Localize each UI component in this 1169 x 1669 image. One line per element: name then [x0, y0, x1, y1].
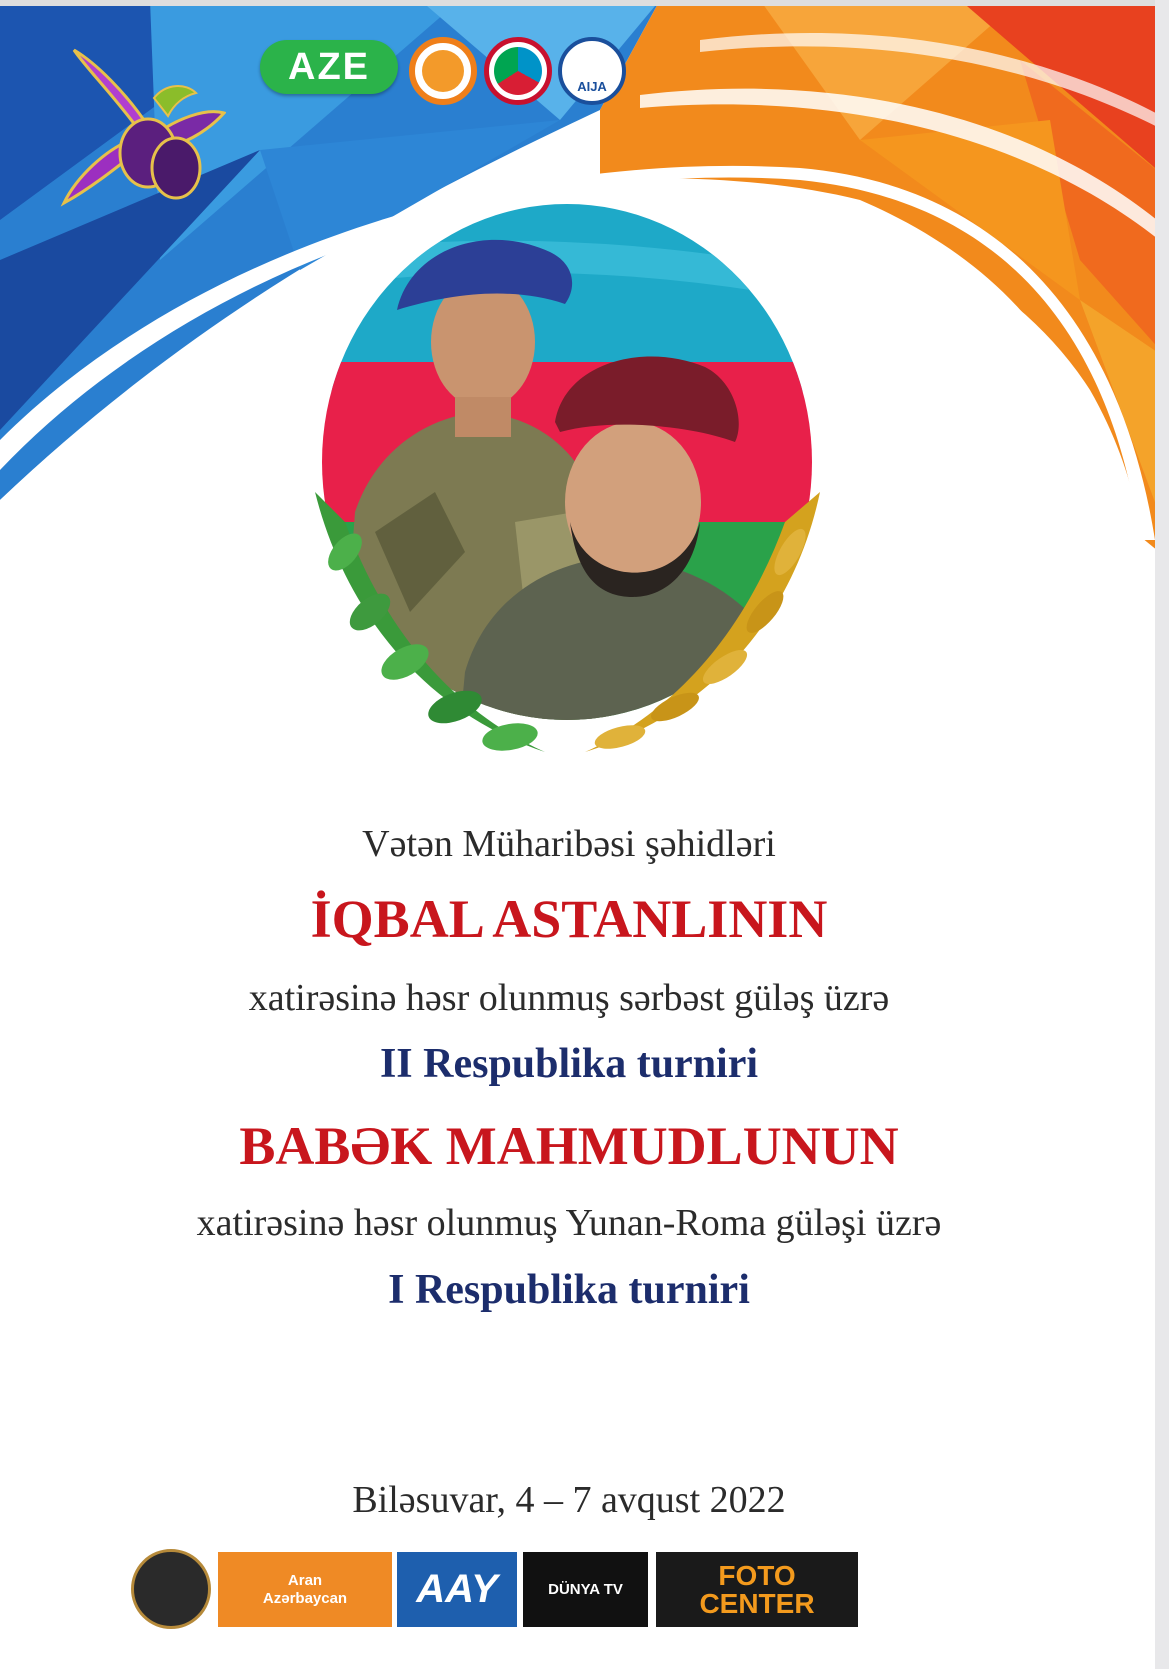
dedication-text-2: xatirəsinə həsr olunmuş Yunan-Roma güləşi üzrə — [196, 1202, 942, 1244]
center-label: CENTER — [699, 1587, 815, 1619]
tournament-title-2: I Respublika turniri — [388, 1267, 750, 1313]
sponsor-logo-emblem — [131, 1549, 211, 1629]
portrait-two-soldiers-icon — [315, 192, 820, 778]
aija-label: AIJA — [577, 78, 607, 94]
foto-center-logo — [656, 1552, 858, 1627]
dunya-tv-logo: DÜNYA TV — [523, 1552, 648, 1627]
agf-emblem — [484, 37, 552, 105]
honoree-name-1: İQBAL ASTANLININ — [310, 889, 828, 949]
wrestling-federation-emblem — [409, 37, 477, 105]
tournament-title-1: II Respublika turniri — [379, 1041, 759, 1087]
right-border — [1155, 0, 1169, 1669]
dedication-text-1: xatirəsinə həsr olunmuş sərbəst güləş üzrə — [248, 977, 890, 1019]
aze-badge: AZE — [260, 40, 398, 94]
location-date: Biləsuvar, 4 – 7 avqust 2022 — [352, 1479, 786, 1521]
azerbaycan-label: Azərbaycan — [262, 1589, 348, 1607]
intro-text: Vətən Müharibəsi şəhidləri — [362, 823, 776, 865]
flag-icon — [494, 47, 542, 95]
aran-azerbaycan-logo — [218, 1552, 392, 1627]
kharibulbul-flower-icon — [56, 38, 226, 208]
aay-logo: AAY — [397, 1552, 517, 1627]
aija-emblem — [558, 37, 626, 105]
honoree-name-2: BABƏK MAHMUDLUNUN — [239, 1116, 899, 1176]
wrestler-icon — [422, 50, 464, 92]
top-border — [0, 0, 1169, 6]
aran-label: Aran — [287, 1571, 323, 1589]
foto-label: FOTO — [718, 1559, 796, 1591]
